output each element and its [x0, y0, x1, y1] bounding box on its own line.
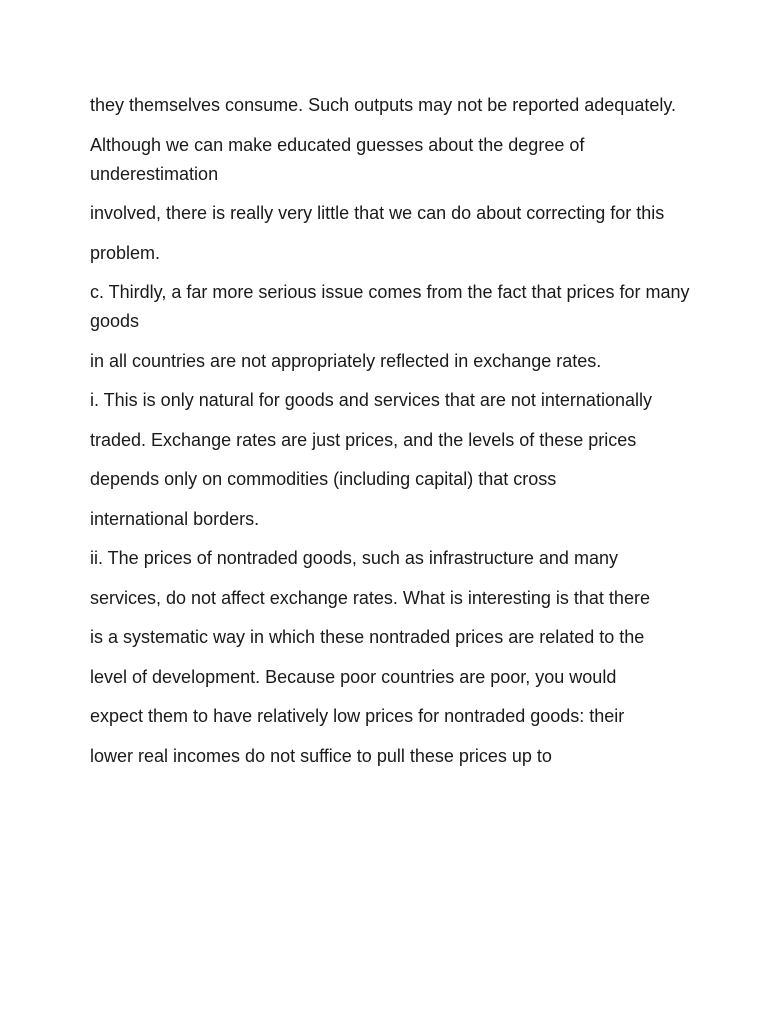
paragraph: problem.	[90, 242, 161, 263]
paragraph: services, do not affect exchange rates. What is interesting is that there	[90, 587, 650, 608]
paragraph: international borders.	[90, 508, 260, 529]
paragraph: involved, there is really very little that we can do about correcting for this	[90, 203, 665, 223]
paragraph: Although we can make educated guesses about the degree of underestimation	[90, 134, 585, 184]
paragraph: they themselves consume. Such outputs may not be reported adequately.	[90, 95, 677, 115]
paragraph: traded. Exchange rates are just prices, and the levels of these prices	[90, 429, 637, 450]
paragraph: in all countries are not appropriately reflected in exchange rates.	[90, 350, 602, 371]
paragraph: is a systematic way in which these nontraded prices are related to the	[90, 627, 645, 647]
paragraph: depends only on commodities (including capital) that cross	[90, 469, 557, 489]
document-body	[90, 91, 690, 781]
paragraph: lower real incomes do not suffice to pull these prices up to	[90, 745, 552, 766]
paragraph: expect them to have relatively low prices for nontraded goods: their	[90, 706, 625, 726]
paragraph: i. This is only natural for goods and services that are not internationally	[90, 390, 652, 410]
paragraph: c. Thirdly, a far more serious issue comes from the fact that prices for many goods	[90, 282, 690, 331]
paragraph: level of development. Because poor countries are poor, you would	[90, 666, 617, 687]
paragraph: ii. The prices of nontraded goods, such as infrastructure and many	[90, 548, 618, 568]
